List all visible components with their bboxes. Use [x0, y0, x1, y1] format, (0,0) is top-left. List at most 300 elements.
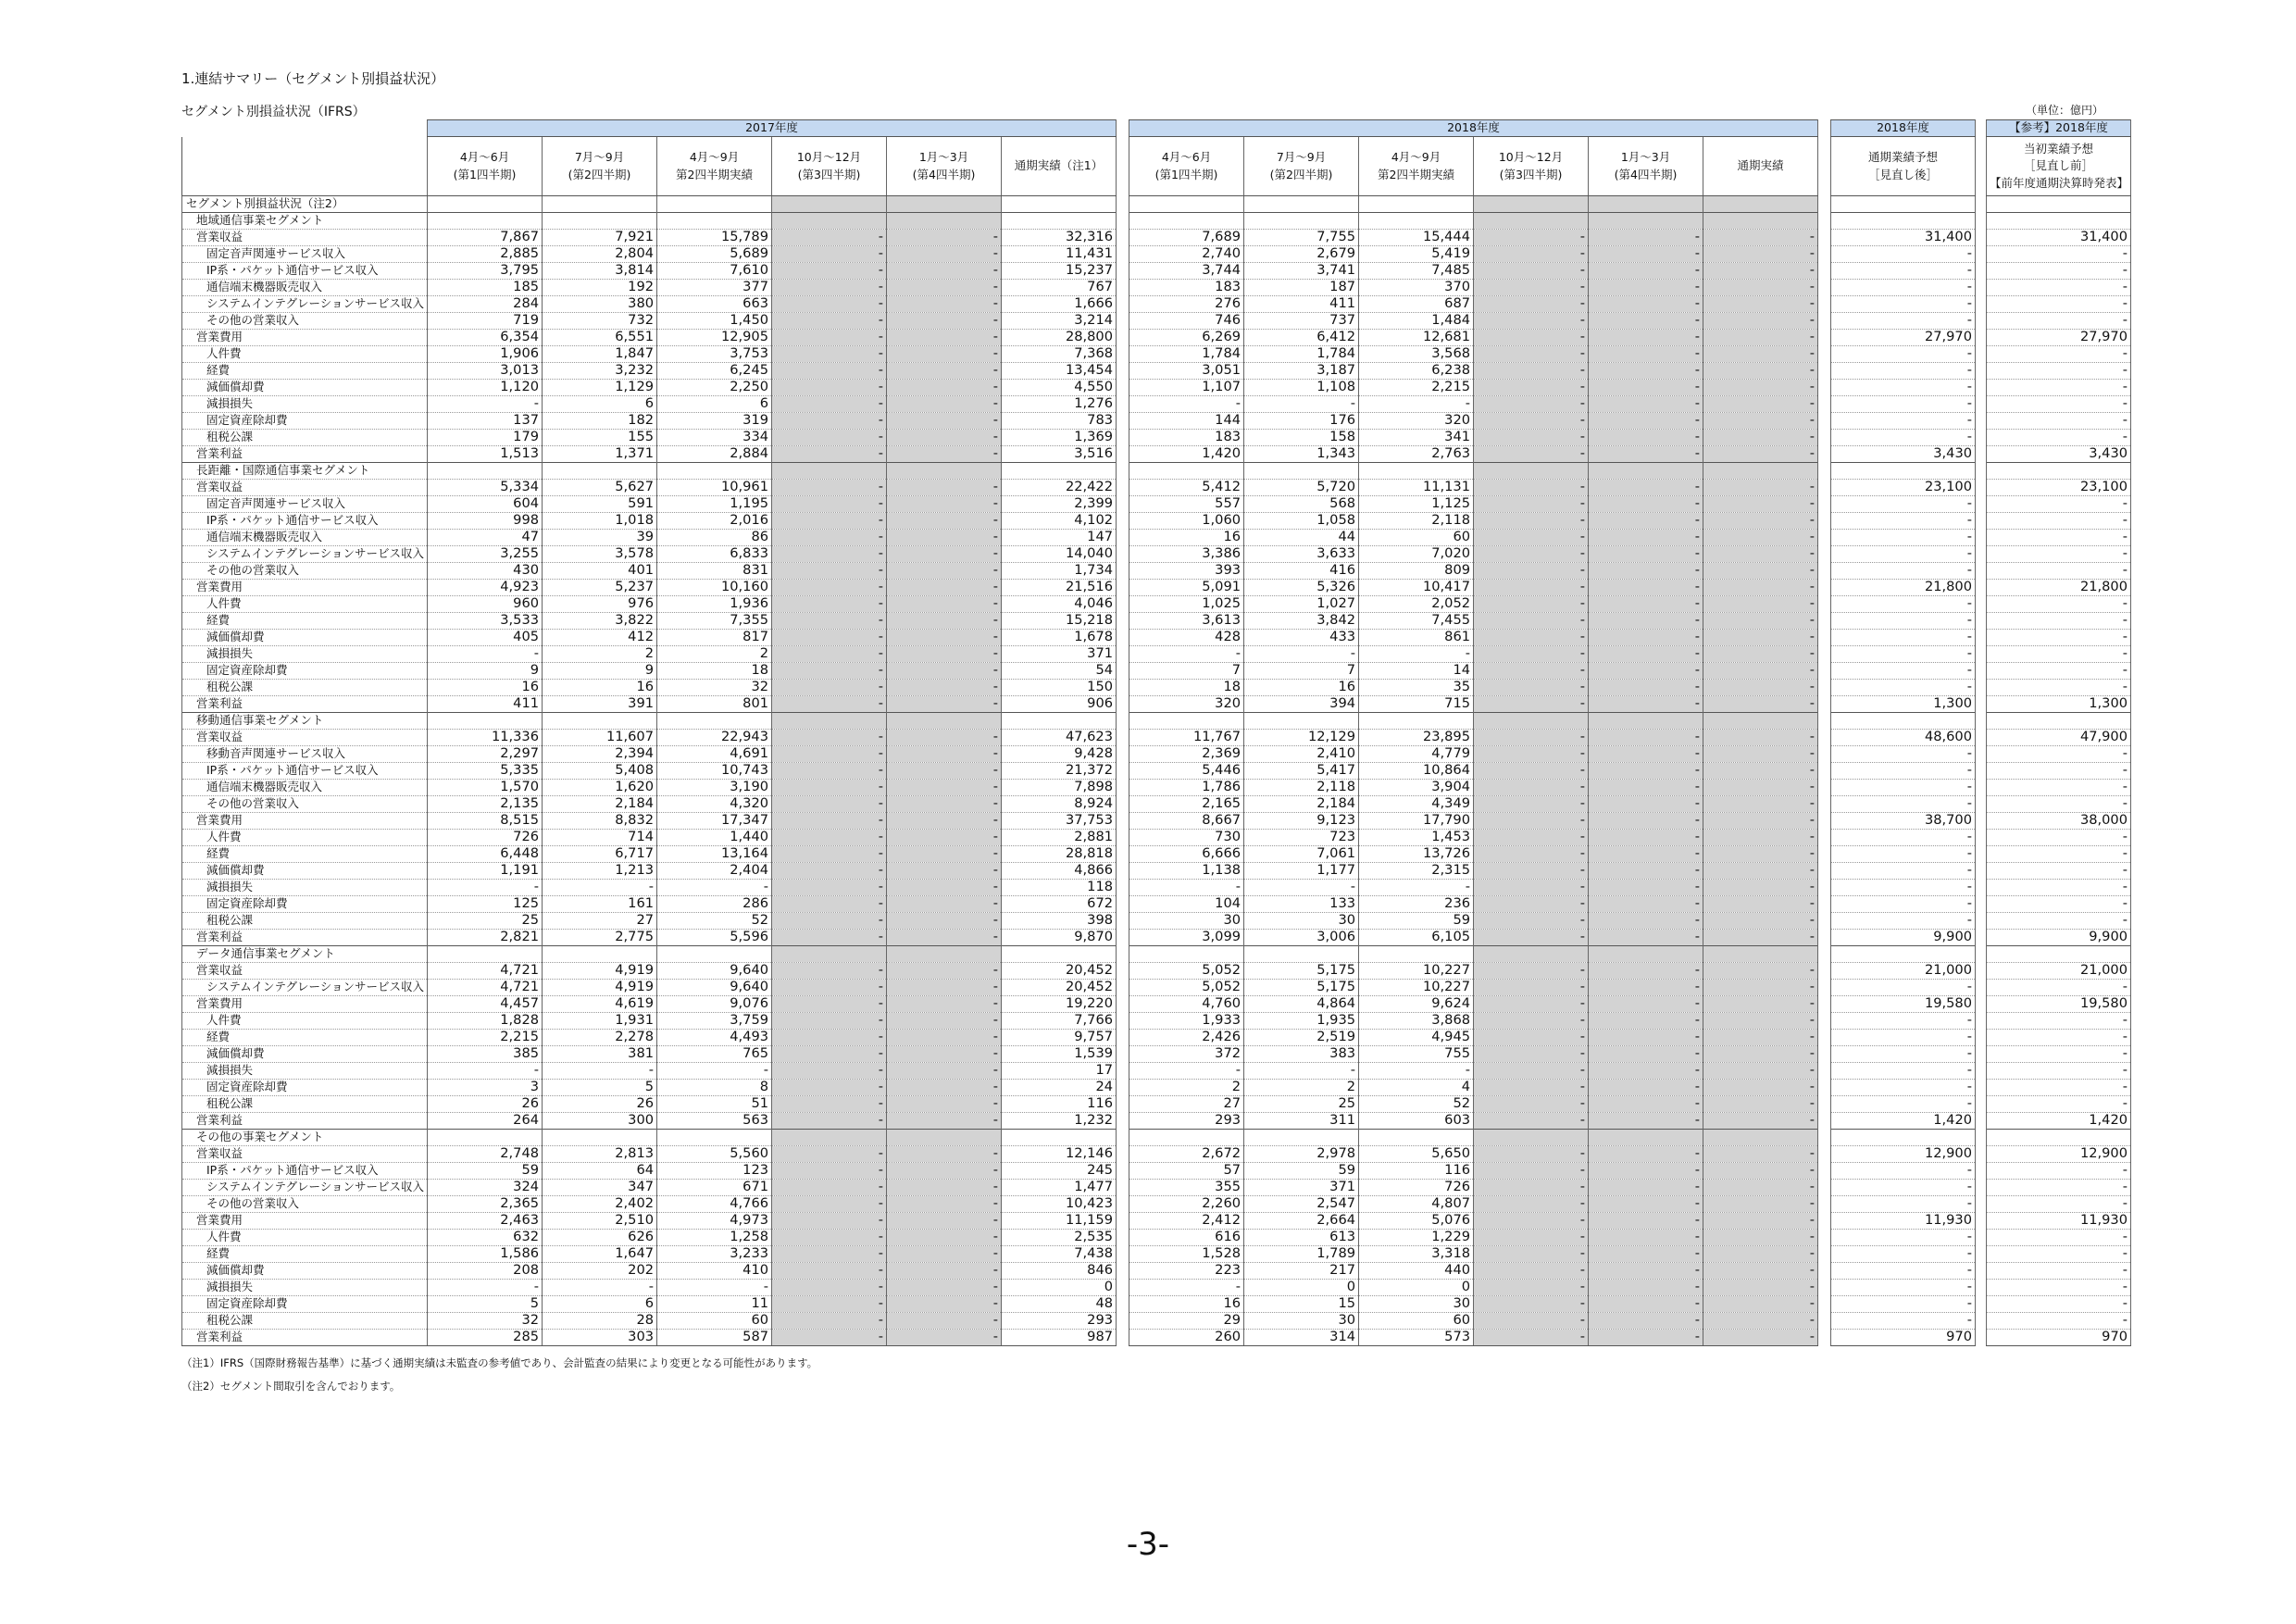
v18-cell: 2,672 [1129, 1146, 1244, 1163]
v2017-cell: 5,335 [428, 763, 543, 780]
reference-cell [1987, 463, 2131, 480]
row-label: 減損損失 [182, 1063, 428, 1080]
row-label: 営業費用 [182, 330, 428, 346]
v2017-cell [887, 1130, 1002, 1146]
forecast-cell: 23,100 [1831, 480, 1976, 496]
v18-cell: - [1703, 730, 1818, 746]
row-label: その他の営業収入 [182, 796, 428, 813]
v18-cell: - [1703, 580, 1818, 596]
v2017-cell: 6 [543, 396, 657, 413]
reference-cell: - [1987, 1030, 2131, 1046]
v18-cell: - [1589, 646, 1703, 663]
year-2017-header: 2017年度 [428, 120, 1117, 137]
v2017-cell: 116 [1002, 1096, 1117, 1113]
v18-cell: 5,052 [1129, 980, 1244, 996]
v2017-cell: 4,919 [543, 980, 657, 996]
col-header-2017-3: 10月～12月 (第3四半期) [772, 137, 887, 196]
v2017-cell [428, 713, 543, 730]
v2017-cell: - [887, 346, 1002, 363]
v2017-cell [772, 946, 887, 963]
v18-cell: 730 [1129, 830, 1244, 846]
v18-cell: - [1703, 396, 1818, 413]
v2017-cell: - [772, 1180, 887, 1196]
v18-cell: - [1703, 896, 1818, 913]
v18-cell: - [1703, 246, 1818, 263]
v2017-cell: 1,129 [543, 380, 657, 396]
v18-cell: - [1589, 980, 1703, 996]
v18-cell: - [1474, 663, 1589, 680]
table-row [182, 763, 2131, 780]
v2017-cell [428, 213, 543, 230]
v2017-cell: - [887, 1096, 1002, 1113]
v18-cell: - [1589, 596, 1703, 613]
v18-cell: - [1474, 796, 1589, 813]
v18-cell: 5,175 [1244, 963, 1359, 980]
v18-cell: - [1589, 1330, 1703, 1346]
v2017-cell: - [887, 1263, 1002, 1280]
v2017-cell: - [887, 413, 1002, 430]
table-row [182, 346, 2131, 363]
v2017-cell: 202 [543, 1263, 657, 1280]
v18-cell: 9,624 [1359, 996, 1474, 1013]
v2017-cell: 15,237 [1002, 263, 1117, 280]
v2017-cell: - [887, 1313, 1002, 1330]
v2017-cell: - [772, 330, 887, 346]
reference-cell: - [1987, 863, 2131, 880]
v18-cell: 5,419 [1359, 246, 1474, 263]
v18-cell: 5,076 [1359, 1213, 1474, 1230]
forecast-col-header: 通期業績予想 ［見直し後］ [1831, 137, 1976, 196]
v2017-cell: 52 [657, 913, 772, 930]
v2017-cell: 1,666 [1002, 296, 1117, 313]
v2017-cell: 86 [657, 530, 772, 546]
v18-cell: - [1474, 1196, 1589, 1213]
v18-cell: 1,108 [1244, 380, 1359, 396]
v18-cell: 0 [1359, 1280, 1474, 1296]
v2017-cell: - [887, 330, 1002, 346]
reference-cell: - [1987, 396, 2131, 413]
v18-cell: - [1589, 1013, 1703, 1030]
reference-year-header: 【参考】2018年度 [1987, 120, 2131, 137]
v18-cell: 3,633 [1244, 546, 1359, 563]
reference-cell: - [1987, 380, 2131, 396]
forecast-cell: 21,800 [1831, 580, 1976, 596]
v2017-cell: 1,213 [543, 863, 657, 880]
v2017-cell: 5,596 [657, 930, 772, 946]
v2017-cell: 1,734 [1002, 563, 1117, 580]
col-header-2018-3: 10月～12月 (第3四半期) [1474, 137, 1589, 196]
table-row [182, 1280, 2131, 1296]
v18-cell: - [1474, 546, 1589, 563]
v2017-cell: - [772, 530, 887, 546]
v2017-cell: 1,477 [1002, 1180, 1117, 1196]
v2017-cell: - [887, 663, 1002, 680]
v18-cell: 3,868 [1359, 1013, 1474, 1030]
col-header-2018-5: 通期実績 [1703, 137, 1818, 196]
v2017-cell: - [887, 746, 1002, 763]
v18-cell: - [1703, 680, 1818, 696]
v2017-cell: 587 [657, 1330, 772, 1346]
row-label: 減価償却費 [182, 380, 428, 396]
v18-cell: - [1589, 280, 1703, 296]
table-title: セグメント別損益状況（IFRS） [181, 105, 366, 119]
v18-cell: - [1474, 1063, 1589, 1080]
v2017-cell: 9,757 [1002, 1030, 1117, 1046]
v2017-cell: 391 [543, 696, 657, 713]
v18-cell: 6,269 [1129, 330, 1244, 346]
v2017-cell: 32,316 [1002, 230, 1117, 246]
v18-cell: 3,904 [1359, 780, 1474, 796]
forecast-cell: - [1831, 980, 1976, 996]
v2017-cell: - [772, 263, 887, 280]
v2017-cell: - [887, 630, 1002, 646]
table-row [182, 330, 2131, 346]
v18-cell: - [1474, 780, 1589, 796]
reference-cell: - [1987, 1013, 2131, 1030]
v18-cell: - [1703, 830, 1818, 846]
v2017-cell: 9 [543, 663, 657, 680]
forecast-cell: 11,930 [1831, 1213, 1976, 1230]
v2017-cell [772, 713, 887, 730]
v18-cell: - [1589, 796, 1703, 813]
v18-cell: - [1703, 1013, 1818, 1030]
v2017-cell: - [887, 763, 1002, 780]
v18-cell: 1,786 [1129, 780, 1244, 796]
v18-cell [1129, 946, 1244, 963]
reference-cell: - [1987, 1313, 2131, 1330]
forecast-cell [1831, 196, 1976, 213]
v2017-cell: 714 [543, 830, 657, 846]
v2017-cell: 632 [428, 1230, 543, 1246]
v2017-cell [428, 1130, 543, 1146]
v18-cell: - [1589, 1180, 1703, 1196]
forecast-cell: - [1831, 680, 1976, 696]
row-label: 固定資産除却費 [182, 1080, 428, 1096]
v18-cell: - [1474, 1113, 1589, 1130]
forecast-cell: - [1831, 596, 1976, 613]
v18-cell: - [1703, 1280, 1818, 1296]
v18-cell: 6,105 [1359, 930, 1474, 946]
v18-cell: - [1703, 1213, 1818, 1230]
v18-cell: - [1703, 546, 1818, 563]
v18-cell: 35 [1359, 680, 1474, 696]
v18-cell [1129, 1130, 1244, 1146]
v2017-cell: 2 [657, 646, 772, 663]
v2017-cell: 8,924 [1002, 796, 1117, 813]
v2017-cell: 2,535 [1002, 1230, 1117, 1246]
reference-cell: - [1987, 530, 2131, 546]
v18-cell: - [1474, 863, 1589, 880]
v18-cell: 183 [1129, 430, 1244, 446]
reference-cell: - [1987, 830, 2131, 846]
v2017-cell: - [772, 346, 887, 363]
v18-cell: - [1474, 496, 1589, 513]
v18-cell: - [1474, 930, 1589, 946]
reference-cell: - [1987, 563, 2131, 580]
v2017-cell: 21,516 [1002, 580, 1117, 596]
v18-cell: - [1474, 430, 1589, 446]
v2017-cell [1002, 196, 1117, 213]
row-label: 営業利益 [182, 1113, 428, 1130]
v2017-cell: - [772, 1046, 887, 1063]
v18-cell: - [1474, 846, 1589, 863]
v18-cell: 3,099 [1129, 930, 1244, 946]
forecast-cell: - [1831, 1030, 1976, 1046]
v18-cell: 7,061 [1244, 846, 1359, 863]
v18-cell: - [1589, 396, 1703, 413]
table-row [182, 630, 2131, 646]
v18-cell: 9,123 [1244, 813, 1359, 830]
v2017-cell: - [887, 613, 1002, 630]
footnote-1: （注1）IFRS（国際財務報告基準）に基づく通期実績は未監査の参考値であり、会計監査の結果により変更となる可能性があります。 [181, 1356, 818, 1369]
row-label: システムインテグレーションサービス収入 [182, 546, 428, 563]
forecast-cell: - [1831, 1063, 1976, 1080]
v18-cell: - [1474, 1180, 1589, 1196]
v2017-cell: - [772, 1313, 887, 1330]
v18-cell: 2,410 [1244, 746, 1359, 763]
v18-cell: - [1589, 363, 1703, 380]
v18-cell: - [1589, 580, 1703, 596]
v2017-cell [887, 463, 1002, 480]
v2017-cell: - [887, 246, 1002, 263]
reference-cell: - [1987, 1063, 2131, 1080]
v2017-cell: - [887, 363, 1002, 380]
row-label: 人件費 [182, 830, 428, 846]
v18-cell: - [1589, 763, 1703, 780]
v18-cell: - [1589, 1213, 1703, 1230]
v18-cell: 59 [1244, 1163, 1359, 1180]
v18-cell: - [1474, 530, 1589, 546]
v18-cell: - [1589, 1196, 1703, 1213]
col-header-2017-4: 1月～3月 (第4四半期) [887, 137, 1002, 196]
v18-cell: 2,547 [1244, 1196, 1359, 1213]
v2017-cell: - [887, 896, 1002, 913]
reference-cell: - [1987, 846, 2131, 863]
v2017-cell [1002, 713, 1117, 730]
forecast-cell: - [1831, 1046, 1976, 1063]
v18-cell: 2,763 [1359, 446, 1474, 463]
v18-cell: - [1703, 346, 1818, 363]
v2017-cell: 19,220 [1002, 996, 1117, 1013]
v2017-cell: 6 [657, 396, 772, 413]
v18-cell: - [1474, 363, 1589, 380]
v18-cell: - [1589, 963, 1703, 980]
v18-cell: 276 [1129, 296, 1244, 313]
v2017-cell: 671 [657, 1180, 772, 1196]
v18-cell: - [1703, 1046, 1818, 1063]
v18-cell: 411 [1244, 296, 1359, 313]
v2017-cell: - [772, 930, 887, 946]
v2017-cell: - [887, 646, 1002, 663]
v18-cell: 1,935 [1244, 1013, 1359, 1030]
v2017-cell: 17,347 [657, 813, 772, 830]
v18-cell: 17,790 [1359, 813, 1474, 830]
reference-cell: - [1987, 1230, 2131, 1246]
table-row [182, 1013, 2131, 1030]
v2017-cell: 7,921 [543, 230, 657, 246]
v2017-cell: - [772, 613, 887, 630]
v2017-cell: 6,245 [657, 363, 772, 380]
v2017-cell: - [772, 563, 887, 580]
v18-cell: 16 [1244, 680, 1359, 696]
table-row [182, 663, 2131, 680]
v18-cell: - [1244, 396, 1359, 413]
v2017-cell: 3,255 [428, 546, 543, 563]
forecast-cell: - [1831, 430, 1976, 446]
forecast-cell: - [1831, 913, 1976, 930]
row-label: その他の営業収入 [182, 1196, 428, 1213]
v18-cell: - [1703, 613, 1818, 630]
v2017-cell: - [657, 1280, 772, 1296]
v2017-cell: 4,457 [428, 996, 543, 1013]
v2017-cell: 51 [657, 1096, 772, 1113]
v2017-cell: 5 [428, 1296, 543, 1313]
v2017-cell: 1,847 [543, 346, 657, 363]
forecast-cell: - [1831, 1246, 1976, 1263]
v2017-cell: 32 [428, 1313, 543, 1330]
forecast-cell: - [1831, 1013, 1976, 1030]
v18-cell: 16 [1129, 530, 1244, 546]
row-label: 租税公課 [182, 1096, 428, 1113]
v2017-cell: - [887, 380, 1002, 396]
row-label: システムインテグレーションサービス収入 [182, 980, 428, 996]
v18-cell: - [1703, 1246, 1818, 1263]
v2017-cell [657, 196, 772, 213]
v2017-cell: 20,452 [1002, 963, 1117, 980]
v2017-cell: - [772, 830, 887, 846]
v2017-cell: 371 [1002, 646, 1117, 663]
v2017-cell: 1,570 [428, 780, 543, 796]
v18-cell: 1,343 [1244, 446, 1359, 463]
forecast-cell: - [1831, 1196, 1976, 1213]
v18-cell: - [1589, 513, 1703, 530]
row-label: 固定資産除却費 [182, 663, 428, 680]
v18-cell: - [1703, 1146, 1818, 1163]
v2017-cell: 831 [657, 563, 772, 580]
unit-label: （単位：億円） [2025, 104, 2103, 117]
v18-cell: - [1474, 1096, 1589, 1113]
v2017-cell: 47 [428, 530, 543, 546]
v18-cell: - [1703, 846, 1818, 863]
v18-cell: 1,060 [1129, 513, 1244, 530]
section-header-row [182, 196, 2131, 213]
reference-cell: - [1987, 296, 2131, 313]
v18-cell: - [1589, 1146, 1703, 1163]
v2017-cell: - [772, 913, 887, 930]
v2017-cell: 906 [1002, 696, 1117, 713]
reference-cell: 27,970 [1987, 330, 2131, 346]
table-row [182, 696, 2131, 713]
v2017-cell: - [772, 513, 887, 530]
reference-cell: - [1987, 980, 2131, 996]
forecast-cell: 48,600 [1831, 730, 1976, 746]
v2017-cell: - [887, 580, 1002, 596]
v2017-cell: 2,748 [428, 1146, 543, 1163]
v2017-cell: - [772, 896, 887, 913]
v18-cell [1359, 713, 1474, 730]
v2017-cell: - [772, 680, 887, 696]
v18-cell: - [1589, 1230, 1703, 1246]
v18-cell: 1,420 [1129, 446, 1244, 463]
table-row [182, 1313, 2131, 1330]
table-row [182, 313, 2131, 330]
v2017-cell: 0 [1002, 1280, 1117, 1296]
v18-cell [1703, 1130, 1818, 1146]
v18-cell: 2 [1244, 1080, 1359, 1096]
v18-cell: - [1589, 496, 1703, 513]
v18-cell: 2,184 [1244, 796, 1359, 813]
v2017-cell: 6,448 [428, 846, 543, 863]
v2017-cell: - [543, 1063, 657, 1080]
v2017-cell: - [772, 413, 887, 430]
v2017-cell: - [772, 1163, 887, 1180]
row-label: その他の営業収入 [182, 563, 428, 580]
table-row [182, 1046, 2131, 1063]
table-row [182, 1330, 2131, 1346]
v2017-cell: 39 [543, 530, 657, 546]
v18-cell: 3,744 [1129, 263, 1244, 280]
v2017-cell: 118 [1002, 880, 1117, 896]
v18-cell: 29 [1129, 1313, 1244, 1330]
v18-cell: 13,726 [1359, 846, 1474, 863]
v2017-cell: 2,394 [543, 746, 657, 763]
v18-cell: - [1589, 1296, 1703, 1313]
v18-cell: 10,227 [1359, 980, 1474, 996]
row-label: 長距離・国際通信事業セグメント [182, 463, 428, 480]
row-label: 経費 [182, 1030, 428, 1046]
v2017-cell [657, 463, 772, 480]
v18-cell: - [1244, 1063, 1359, 1080]
v2017-cell: 4,102 [1002, 513, 1117, 530]
v18-cell: 223 [1129, 1263, 1244, 1280]
v18-cell: - [1589, 446, 1703, 463]
reference-cell [1987, 946, 2131, 963]
v2017-cell: - [543, 1280, 657, 1296]
v18-cell: 60 [1359, 530, 1474, 546]
v18-cell: 57 [1129, 1163, 1244, 1180]
v18-cell: - [1703, 596, 1818, 613]
v18-cell: - [1474, 246, 1589, 263]
v18-cell: 2 [1129, 1080, 1244, 1096]
v2017-cell: 2 [543, 646, 657, 663]
v18-cell [1129, 463, 1244, 480]
table-row [182, 1096, 2131, 1113]
v2017-cell: - [428, 396, 543, 413]
v2017-cell: 16 [428, 680, 543, 696]
v2017-cell: 3,214 [1002, 313, 1117, 330]
v18-cell: 4,779 [1359, 746, 1474, 763]
v18-cell: 1,933 [1129, 1013, 1244, 1030]
forecast-cell: - [1831, 346, 1976, 363]
v18-cell: 27 [1129, 1096, 1244, 1113]
v18-cell: 158 [1244, 430, 1359, 446]
v18-cell: - [1703, 1080, 1818, 1096]
forecast-cell [1831, 463, 1976, 480]
v18-cell [1589, 713, 1703, 730]
v18-cell: - [1589, 1263, 1703, 1280]
v18-cell: 15 [1244, 1296, 1359, 1313]
v2017-cell: 150 [1002, 680, 1117, 696]
v18-cell [1589, 196, 1703, 213]
row-label: 減損損失 [182, 396, 428, 413]
v2017-cell: - [887, 680, 1002, 696]
v18-cell: - [1703, 996, 1818, 1013]
v18-cell [1589, 213, 1703, 230]
row-label: 経費 [182, 613, 428, 630]
table-row [182, 846, 2131, 863]
segment-header-row [182, 213, 2131, 230]
v18-cell: 3,051 [1129, 363, 1244, 380]
